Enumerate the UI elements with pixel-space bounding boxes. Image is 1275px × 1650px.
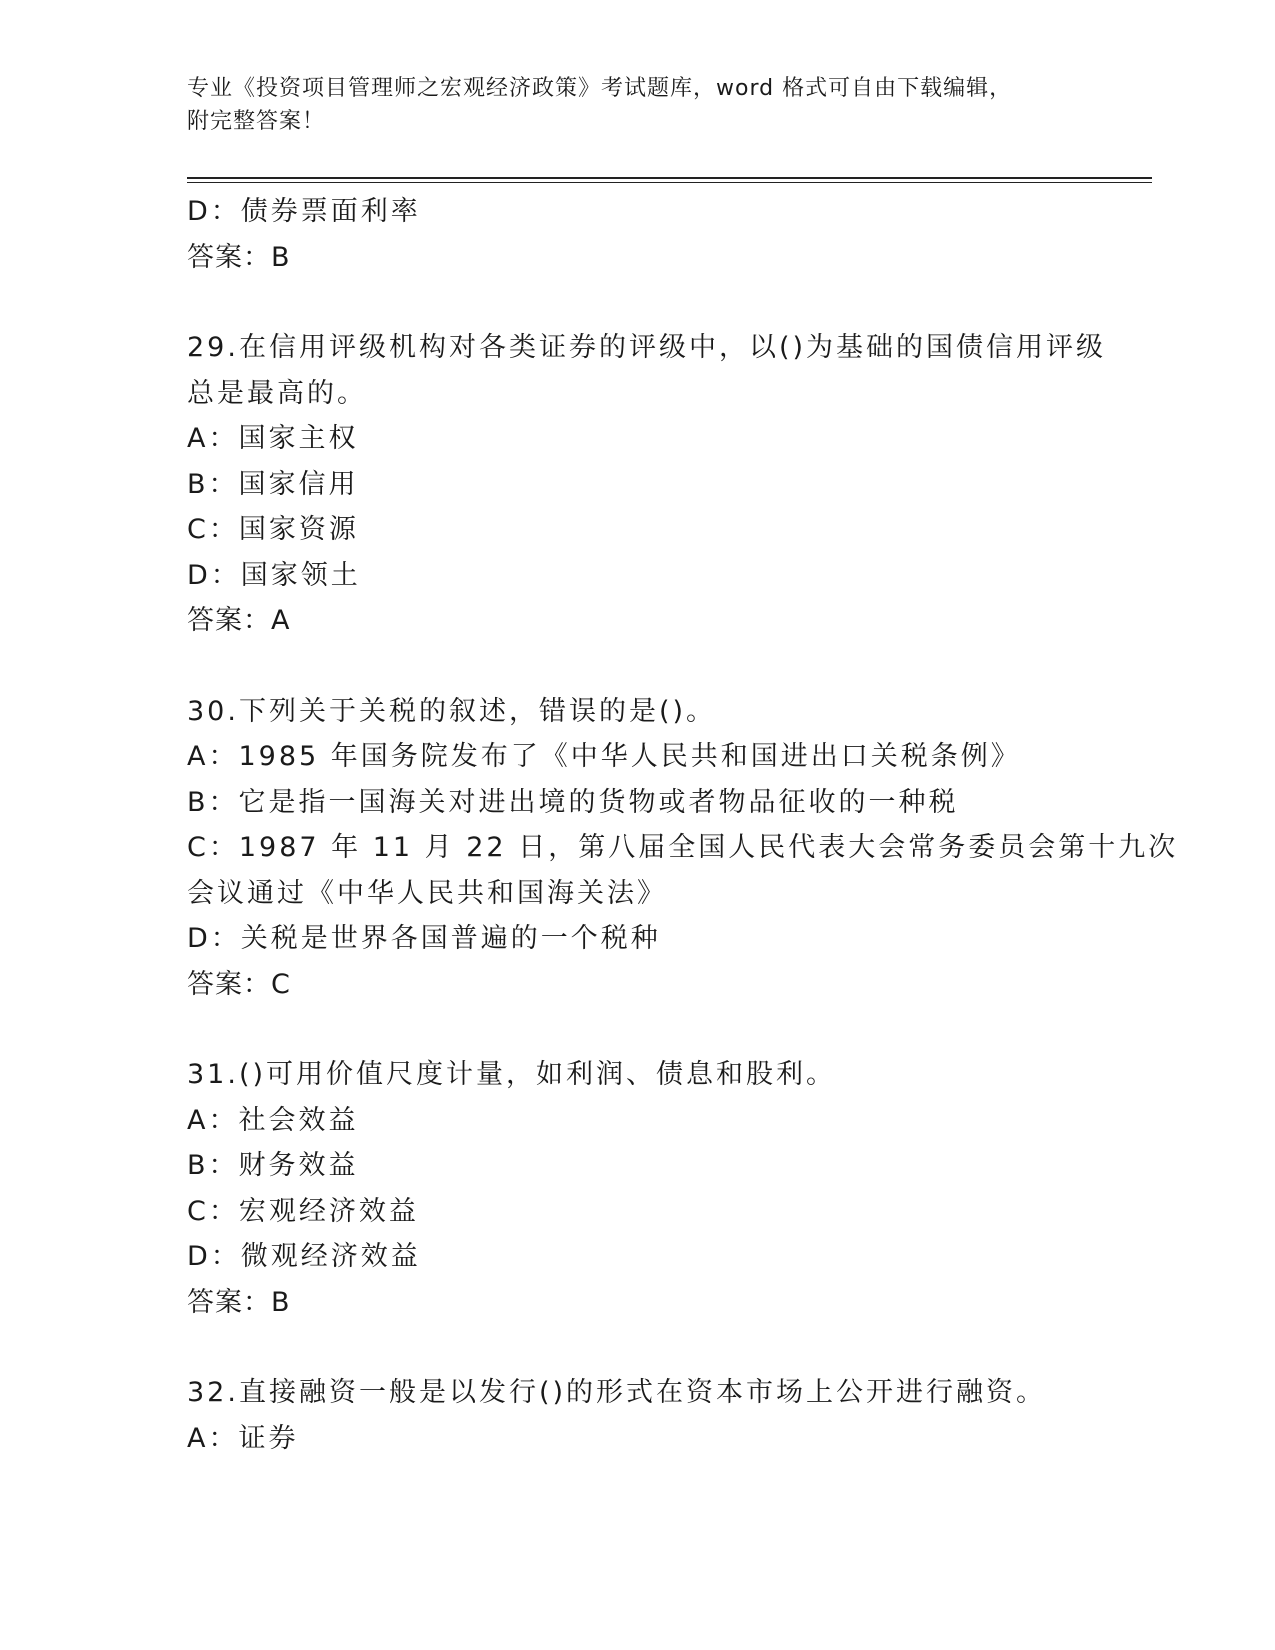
header-divider-thick xyxy=(187,177,1152,179)
option-d: D：关税是世界各国普遍的一个税种 xyxy=(187,923,661,954)
option-b: B：国家信用 xyxy=(187,468,359,500)
option-d: D：微观经济效益 xyxy=(187,1241,421,1272)
answer-value: B xyxy=(271,241,291,273)
option-b: B：财务效益 xyxy=(187,1150,359,1181)
question-stem-line: 32.直接融资一般是以发行()的形式在资本市场上公开进行融资。 xyxy=(187,1377,1047,1408)
option-c: C：宏观经济效益 xyxy=(187,1195,419,1227)
question-stem-line: 31.()可用价值尺度计量，如利润、债息和股利。 xyxy=(187,1059,837,1090)
option-c: C：国家资源 xyxy=(187,514,359,545)
question-32 xyxy=(187,1370,1087,1461)
question-29 xyxy=(187,325,1107,644)
answer-label: 答案： xyxy=(187,605,271,636)
question-30 xyxy=(187,689,1179,1008)
question-stem-line: 30.下列关于关税的叙述，错误的是()。 xyxy=(187,695,717,727)
option-c-continuation: 会议通过《中华人民共和国海关法》 xyxy=(187,877,667,909)
option-d: D：国家领土 xyxy=(187,559,361,591)
header-divider-thin xyxy=(187,182,1152,183)
option-a: A：证券 xyxy=(187,1422,299,1454)
answer-value: C xyxy=(271,968,291,1000)
spacer xyxy=(187,280,1087,325)
answer-line xyxy=(187,1280,1087,1326)
answer-label: 答案： xyxy=(187,1286,271,1318)
document-header xyxy=(187,72,1067,138)
previous-question-tail xyxy=(187,189,1087,280)
question-stem-line: 总是最高的。 xyxy=(187,377,367,409)
option-d: D：债券票面利率 xyxy=(187,196,421,227)
option-b: B：它是指一国海关对进出境的货物或者物品征收的一种税 xyxy=(187,786,959,818)
answer-line xyxy=(187,962,1087,1008)
option-a: A：1985 年国务院发布了《中华人民共和国进出口关税条例》 xyxy=(187,741,1021,772)
question-content xyxy=(187,189,1179,1461)
option-a: A：国家主权 xyxy=(187,423,359,454)
question-stem-line: 29.在信用评级机构对各类证券的评级中，以()为基础的国债信用评级 xyxy=(187,332,1107,363)
answer-line xyxy=(187,598,1087,644)
spacer xyxy=(187,1007,1087,1052)
answer-value: A xyxy=(271,605,291,636)
option-c: C：1987 年 11 月 22 日，第八届全国人民代表大会常务委员会第十九次 xyxy=(187,832,1179,863)
option-a: A：社会效益 xyxy=(187,1104,359,1136)
header-line-2: 附完整答案！ xyxy=(187,109,326,134)
spacer xyxy=(187,644,1087,689)
header-line-1: 专业《投资项目管理师之宏观经济政策》考试题库，word 格式可自由下载编辑， xyxy=(187,76,1013,101)
answer-label: 答案： xyxy=(187,241,271,273)
answer-label: 答案： xyxy=(187,968,271,1000)
question-31 xyxy=(187,1052,1087,1325)
answer-line xyxy=(187,235,1087,281)
answer-value: B xyxy=(271,1286,291,1318)
spacer xyxy=(187,1325,1087,1370)
